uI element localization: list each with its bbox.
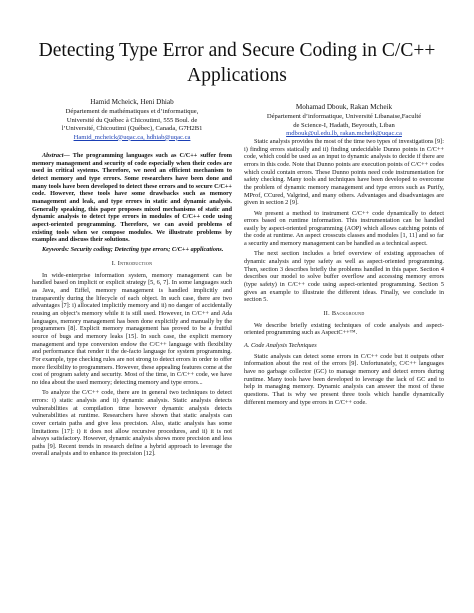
- body-paragraph: To analyze the C/C++ code, there are in general two techniques to detect errors: i) static analysis and ii) dynamic analysis. Static analysis detects vulnerabilities at compilation time however dynamic analysis detects vulnerabilities at runtime. Researchers have shown that static analysis can cover certain paths and give less precision. Also, static analysis has some limitations [17]: i) it does not allow recursive procedures, and ii) it is not always satisfactory. However, dynamic analysis shows more precision and less paths [9]. Recent trends in research define a hybrid approach to leverage the overall analysis and to enhance its precision [12].: [32, 389, 232, 458]
- right-column: [244, 138, 444, 409]
- subsection-heading: A. Code Analysis Techniques: [244, 341, 317, 349]
- author-affiliation: Département de mathématiques et d’informatique,: [65, 108, 199, 116]
- abstract: [32, 152, 232, 244]
- author-affiliation: Département d’informatique, Université Libanaise,Faculté: [266, 113, 422, 121]
- author-names: Hamid Mcheick, Heni Dhiab: [90, 98, 174, 106]
- body-paragraph: Static analysis can detect some errors in C/C++ code but it outputs other information about the rest of the errors [9]. Unfortunately, C/C++ languages have no garbage collector (GC) to manage memory and detect errors during runtime. Many tools have been developed to leverage the lack of GC and to help in managing memory. Dynamic analysis can answer the most of these questions. That is why we present three tools which handle dynamically different memory and type errors in C/C++ code.: [244, 352, 444, 406]
- body-paragraph: The next section includes a brief overview of existing approaches of dynamic analysis and type safety as well as aspect-oriented programming. Then, section 3 describes briefly the problems handled in this paper. Section 4 describes our model to solve buffer overflow and accessing memory errors (type safety) in C/C++ code using aspect-oriented programming. Section 5 gives an example to illustrate the different ideas. Finally, we conclude in section 5.: [244, 250, 444, 304]
- author-block-right: [244, 103, 444, 139]
- author-affiliation: l’Université, Chicoutimi (Québec), Canada, G7H2B1: [61, 125, 203, 133]
- author-email-link[interactable]: mdbouk@ul.edu.lb, rakan.mcheik@uqac.ca: [286, 130, 402, 138]
- body-paragraph: We present a method to instrument C/C++ code dynamically to detect errors based on runtime information. This instrumentation can be handled easily by aspect-oriented programming (AOP) which allows catching points of the code at runtime. An aspect crosscuts classes and modules [1, 11] and so far a security and memory management can be handled as a technical aspect.: [244, 209, 444, 248]
- author-names: Mohamad Dbouk, Rakan Mcheik: [295, 103, 393, 111]
- keywords-label: Keywords:: [42, 246, 70, 254]
- keywords-text: Security coding; Detecting type errors; C/C++ applications.: [69, 246, 224, 254]
- section-heading-background: II. Background: [323, 309, 365, 317]
- author-block-left: [32, 98, 232, 142]
- left-column: [32, 152, 232, 461]
- author-affiliation: de Science-I, Hadath, Beyrouth, Liban: [293, 121, 395, 129]
- section-heading-introduction: I. Introduction: [111, 260, 153, 268]
- body-paragraph: In wide-enterprise information system, memory management can be handled based on implicit or explicit strategy [5, 6, 7]. In some languages such as Java, and Eiffel, memory management is handled implicitly and transparently during the lifecycle of each object. In such case, there are two advantages [7]: i) allocated implicitly memory and ii) no danger of accidentally reusing an object’s memory while it is still used. However, in C/C++ and Ada languages, memory management has been done explicitly and manually by the programmers [8]. Explicit memory management has proved to be a fruitful source of bugs and memory leaks [15]. In such case, the explicit memory management and type conversion endow the C/C++ language with flexibility and performance that render it the de-facto language for system programming. For example, type checking rules are not strong to detect errors in order to offer more flexibility to programmers. However, these appealing features come at the cost of program safety and security. Most of the time, in C/C++ code, we have no idea about the used memory; detecting memory and type errors...: [32, 271, 232, 386]
- abstract-text: The programming languages such as C/C++ suffer from memory management and security of code especially when their codes are used in critical systems. Therefore, we need an efficient mechanism to detect memory and type errors. Some researchers have been done and many tools have been developed to detect these errors and to secure C/C++ code. However, these tools have some drawbacks such as memory management and leak, and type errors in static and dynamic analysis. Generally speaking, this paper proposes mixed mechanisms of static and dynamic analysis to detect type errors in modules of C/C++ code using aspect-oriented programming. Therefore, we can avoid problems of existing tools when we compose modules. We illustrate problems by examples and discuss their solutions.: [32, 152, 232, 244]
- author-email-link[interactable]: Hamid_mcheick@uqac.ca, hdhiab@uqac.ca: [73, 133, 191, 141]
- paper-title: Detecting Type Error and Secure Coding in C/C++ Applications: [38, 40, 436, 86]
- keywords: [32, 246, 232, 254]
- abstract-label: Abstract—: [42, 152, 70, 159]
- author-affiliation: Université du Québec à Chicoutimi, 555 Boul. de: [66, 116, 198, 124]
- body-paragraph: Static analysis provides the most of the time two types of investigations [9]: i) finding errors statically and ii) finding undecidable Dunno points in C/C++ code, which could be used as an input to dynamic analysis to decide if there are errors in this code. Note that Dunno points are execution points of C/C++ codes which could contain errors. These Dunno points need code instrumentation for safety checking. Many tools and techniques have been developed to overcome the problem of dynamic memory management and type errors such as Purify, MProf, CCured, Valgrind, and many others. Advantages and disadvantages are given in section 2 [9].: [244, 138, 444, 207]
- body-paragraph: We describe briefly existing techniques of code analysis and aspect-oriented programming such as AspectC++™.: [244, 321, 444, 337]
